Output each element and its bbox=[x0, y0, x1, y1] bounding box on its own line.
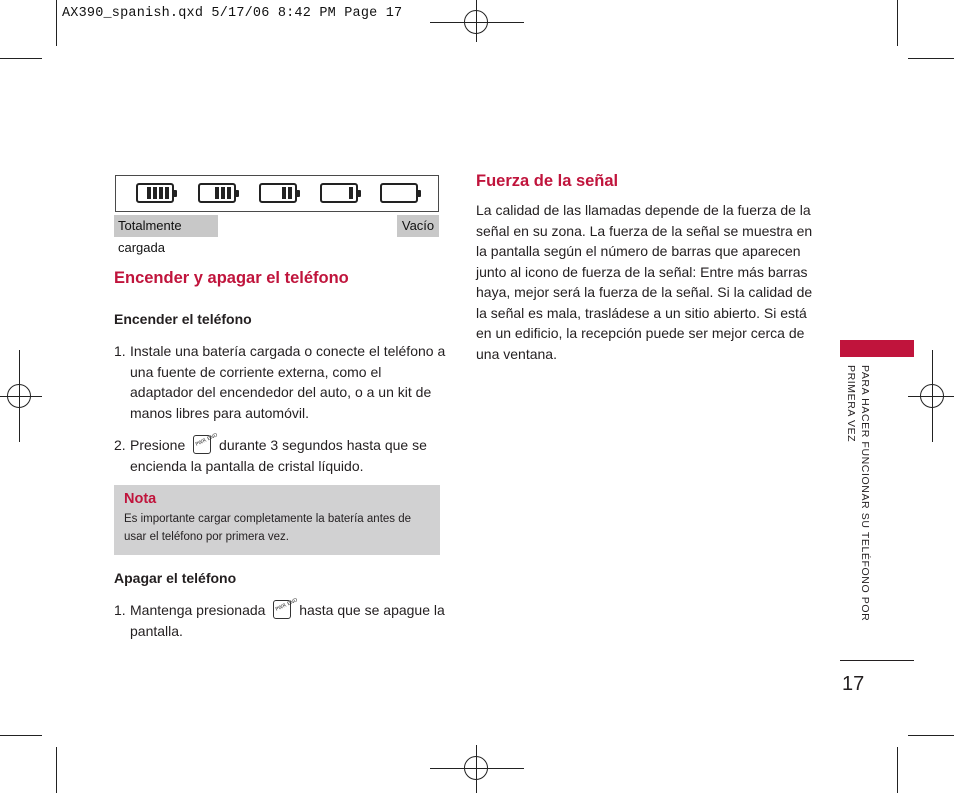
battery-empty-label: Vacío bbox=[397, 215, 439, 237]
paragraph-line: la señal es mala, trasládese a un sitio abierto. Si está bbox=[476, 304, 807, 321]
note-box bbox=[114, 485, 440, 555]
section-title-signal: Fuerza de la señal bbox=[476, 172, 619, 190]
battery-icon-three-quarter bbox=[198, 183, 236, 203]
battery-icon-quarter bbox=[320, 183, 358, 203]
side-label-line: PARA HACER FUNCIONAR SU TELÉFONO POR bbox=[859, 365, 871, 622]
step-number: 2. bbox=[114, 437, 126, 453]
note-title: Nota bbox=[124, 491, 157, 507]
step-turn-off-1 bbox=[114, 597, 445, 642]
section-tab bbox=[840, 340, 914, 357]
step-turn-on-2 bbox=[114, 432, 444, 477]
note-line: Es importante cargar completamente la batería antes de bbox=[124, 513, 412, 525]
battery-icon-empty bbox=[380, 183, 418, 203]
step-number: 1. bbox=[114, 602, 126, 618]
paragraph-line: señal en su zona. La fuerza de la señal se muestra en bbox=[476, 222, 813, 239]
signal-paragraph bbox=[476, 200, 816, 364]
step-text: hasta que se apague la bbox=[299, 602, 445, 618]
step-line: Instale una batería cargada o conecte el teléfono a bbox=[130, 343, 446, 359]
step-text: Presione bbox=[130, 437, 186, 453]
step-text: Mantenga presionada bbox=[130, 602, 266, 618]
subheading-turn-off: Apagar el teléfono bbox=[114, 570, 237, 586]
section-title-power: Encender y apagar el teléfono bbox=[114, 269, 349, 287]
power-end-key-icon: PWR END bbox=[273, 600, 291, 619]
page-number-rule bbox=[840, 660, 914, 661]
print-slug: AX390_spanish.qxd 5/17/06 8:42 PM Page 17 bbox=[62, 6, 403, 21]
battery-icon-half bbox=[259, 183, 297, 203]
paragraph-line: haya, mejor será la fuerza de la señal. Si la calidad de bbox=[476, 284, 813, 300]
step-line: adaptador del encendedor del auto, o a un kit de bbox=[130, 384, 432, 400]
step-line: pantalla. bbox=[130, 622, 183, 639]
battery-levels-strip bbox=[115, 175, 439, 212]
power-end-key-icon: PWR END bbox=[193, 435, 211, 454]
step-line: encienda la pantalla de cristal líquido. bbox=[130, 457, 364, 474]
battery-full-label: Totalmente cargada bbox=[114, 215, 218, 237]
paragraph-line: la pantalla según el número de barras que aparecen bbox=[476, 243, 801, 259]
battery-icon-full bbox=[136, 183, 174, 203]
subheading-turn-on: Encender el teléfono bbox=[114, 311, 252, 327]
note-line: usar el teléfono por primera vez. bbox=[124, 531, 289, 543]
paragraph-line: una ventana. bbox=[476, 345, 557, 362]
step-number: 1. bbox=[114, 343, 126, 359]
paragraph-line: La calidad de las llamadas depende de la fuerza de la bbox=[476, 202, 811, 218]
section-side-label bbox=[844, 365, 872, 625]
step-text: durante 3 segundos hasta que se bbox=[219, 437, 427, 453]
paragraph-line: junto al icono de fuerza de la señal: Entre más barras bbox=[476, 263, 808, 280]
page-number: 17 bbox=[842, 673, 865, 695]
side-label-line: PRIMERA VEZ bbox=[845, 365, 857, 443]
step-line: manos libres para automóvil. bbox=[130, 404, 309, 421]
paragraph-line: en un edificio, la recepción puede ser mejor cerca de bbox=[476, 325, 805, 341]
step-turn-on-1 bbox=[114, 341, 444, 425]
step-line: una fuente de corriente externa, como el bbox=[130, 363, 382, 380]
